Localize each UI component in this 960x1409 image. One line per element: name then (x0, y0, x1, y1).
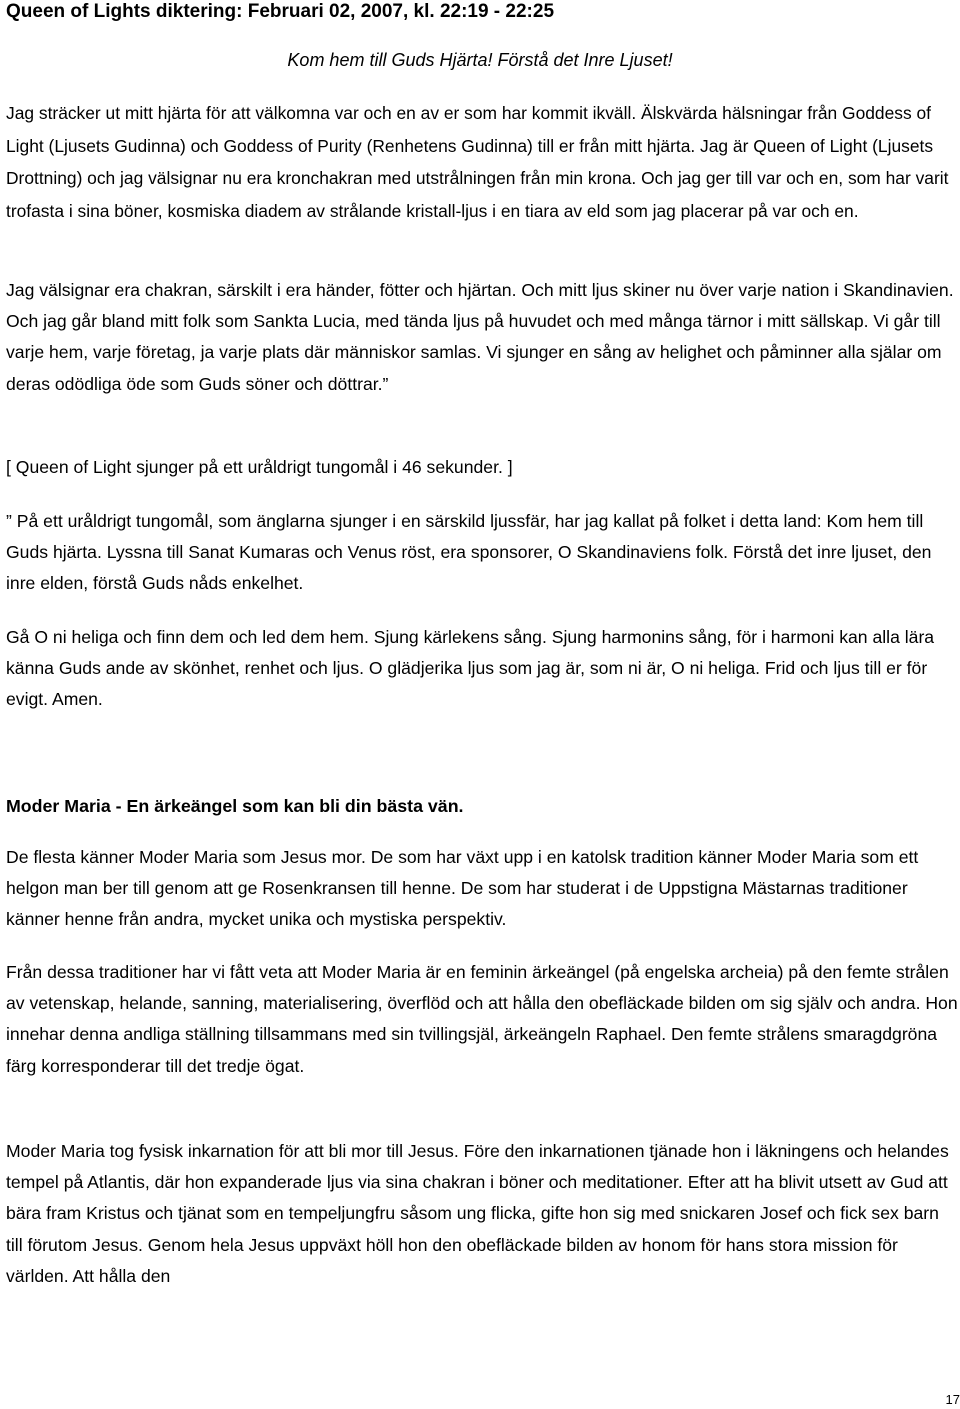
document-title: Queen of Lights diktering: Februari 02, 2007, kl. 22:19 - 22:25 (6, 1, 555, 22)
paragraph-mary-incarnation: Moder Maria tog fysisk inkarnation för att bli mor till Jesus. Före den inkarnationen tjänade hon i läkningens och helandes tempel på Atlantis, där hon expanderade ljus via sina chakran i böner och meditationer. Efter att ha blivit utsett av Gud att bära fram Kristus och tjänat som en tempeljungfru såsom ung flicka, gifte hon sig med snickaren Josef och fick sex barn till förutom Jesus. Genom hela Jesus uppväxt höll hon den obefläckade bilden av honom för hans stora mission för världen. Att hålla den (6, 1141, 949, 1286)
paragraph-welcome: Jag sträcker ut mitt hjärta för att välkomna var och en av er som har kommit ikväll. Älskvärda hälsningar från Goddess of Light (Ljusets Gudinna) och Goddess of Purity (Renhetens Gudinna) till er från mitt hjärta. Jag är Queen of Light (Ljusets Drottning) och jag välsignar nu era kronchakran med utstrålningen från min krona. Och jag ger till var och en, som har varit trofasta i sina böner, kosmiska diadem av strålande kristall-ljus i en tiara av eld som jag placerar på var och en. (6, 103, 949, 221)
page-number: 17 (945, 1392, 960, 1407)
paragraph-mary-intro: De flesta känner Moder Maria som Jesus mor. De som har växt upp i en katolsk tradition känner Moder Maria som ett helgon man ber till genom att ge Rosenkransen till henne. De som har studerat i de Uppstigna Mästarnas traditioner känner henne från andra, mycket unika och mystiska perspektiv. (6, 847, 919, 930)
paragraph-mary-archeia: Från dessa traditioner har vi fått veta att Moder Maria är en feminin ärkeängel (på engelska archeia) på den femte strålen av vetenskap, helande, sanning, materialisering, överflöd och att hålla den obefläckade bilden om sig själv och andra. Hon innehar denna andliga ställning tillsammans med sin tvillingsjäl, ärkeängeln Raphael. Den femte strålens smaragdgröna färg korresponderar till det tredje ögat. (6, 962, 958, 1076)
paragraph-ancient-tongue: ” På ett uråldrigt tungomål, som änglarna sjunger i en särskild ljussfär, har jag kallat på folket i detta land: Kom hem till Guds hjärta. Lyssna till Sanat Kumaras och Venus röst, era sponsorer, O Skandinaviens folk. Förstå det inre ljuset, den inre elden, förstå Guds nåds enkelhet. (6, 511, 932, 594)
section-heading: Moder Maria - En ärkeängel som kan bli din bästa vän. (6, 796, 464, 816)
paragraph-singing-note: [ Queen of Light sjunger på ett uråldrigt tungomål i 46 sekunder. ] (6, 457, 513, 477)
paragraph-blessing: Jag välsignar era chakran, särskilt i era händer, fötter och hjärtan. Och mitt ljus skiner nu över varje nation i Skandinavien. Och jag går bland mitt folk som Sankta Lucia, med tända ljus på huvudet och med många tärnor i mitt sällskap. Vi går till varje hem, varje företag, ja varje plats där människor samlas. Vi sjunger en sång av helighet och påminner alla själar om deras odödliga öde som Guds söner och döttrar.” (6, 280, 954, 394)
document-subtitle: Kom hem till Guds Hjärta! Förstå det Inre Ljuset! (287, 50, 673, 70)
paragraph-closing-prayer: Gå O ni heliga och finn dem och led dem hem. Sjung kärlekens sång. Sjung harmonins sång, för i harmoni kan alla lära känna Guds ande av skönhet, renhet och ljus. O glädjerika ljus som jag är, som ni är, O ni heliga. Frid och ljus till er för evigt. Amen. (6, 627, 935, 710)
